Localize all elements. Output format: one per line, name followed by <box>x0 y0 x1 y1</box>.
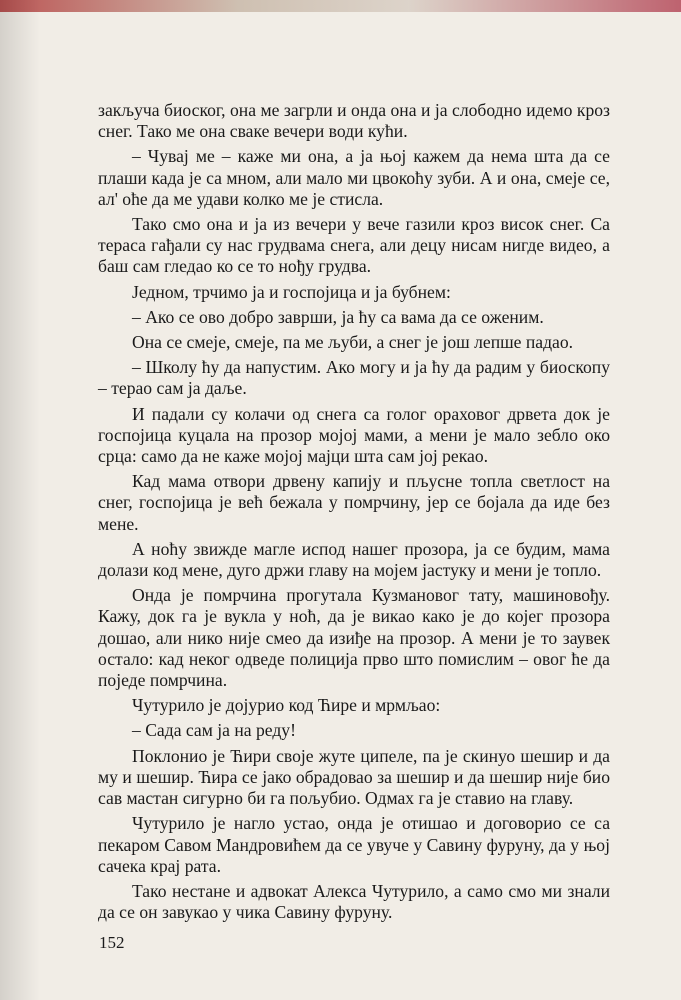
paragraph: И падали су колачи од снега са голог ораховог дрвета док је госпојица куцала на прозор мојој мами, а мени је мало зебло око срца: само да не каже мојој мајци шта сам јој рекао. <box>98 403 610 467</box>
paragraph: Тако смо она и ја из вечери у вече газили кроз висок снег. Са тераса гађали су нас грудвама снега, али децу нисам нигде видео, а баш сам гледао ко се то нођу грудва. <box>98 214 610 277</box>
paragraph: Чутурило је нагло устао, онда је отишао и договорио се са пекаром Савом Мандровићем да се увуче у Савину фуруну, да у њој сачека крај рата. <box>98 813 610 876</box>
paragraph: А ноћу звижде магле испод нашег прозора, ја се будим, мама долази код мене, дуго држи главу на мојем јастуку и мени је топло. <box>98 538 610 581</box>
paragraph: – Школу ћу да напустим. Ако могу и ја ћу да радим у биоскопу – терао сам ја даље. <box>98 357 610 399</box>
paragraph: Кад мама отвори дрвену капију и пљусне топла светлост на снег, госпојица је већ бежала у помрчину, јер се бојала да иде без мене. <box>98 471 610 534</box>
book-cover-edge <box>0 0 681 12</box>
paragraph: Она се смеје, смеје, па ме љуби, а снег је још лепше падао. <box>132 332 574 353</box>
paragraph: Тако нестане и адвокат Алекса Чутурило, а само смо ми знали да се он завукао у чика Савину фуруну. <box>98 880 610 923</box>
paragraph: – Ако се ово добро заврши, ја ћу са вама да се оженим. <box>132 306 544 327</box>
paragraph: закључа биоског, она ме загрли и онда она и ја слободно идемо кроз снег. Тако ме она сваке вечери води кући. <box>98 100 610 142</box>
page-binding-shadow <box>0 0 40 1000</box>
paragraph: Чутурило је дојурио код Ћире и мрмљао: <box>132 695 441 716</box>
paragraph: – Сада сам ја на реду! <box>132 720 296 741</box>
paragraph: Једном, трчимо ја и госпојица и ја бубнем: <box>132 281 451 302</box>
paragraph: – Чувај ме – каже ми она, а ја њој кажем да нема шта да се плаши када је са мном, али мало ми цвокоћу зуби. А и она, смеје се, ал' оће да ме удави колко ме је стисла. <box>98 146 610 209</box>
paragraph: Поклонио је Ћири своје жуте ципеле, па је скинуо шешир и да му и шешир. Ћира се јако обрадовао за шешир и да шешир није био сав мастан сигурно би га пољубио. Одмах га је ставио на главу. <box>98 745 610 809</box>
paragraph: Онда је помрчина прогутала Кузмановог тату, машиновођу. Кажу, док га је вукла у ноћ, да је викао како је до којег прозора дошао, али нико није смео да изиђе на прозор. А мени је то заувек остало: кад неког одведе полиција прво што помислим – овог ће да поједе помрчина. <box>98 585 610 691</box>
book-page-text <box>98 100 610 927</box>
page-number: 152 <box>99 933 125 952</box>
